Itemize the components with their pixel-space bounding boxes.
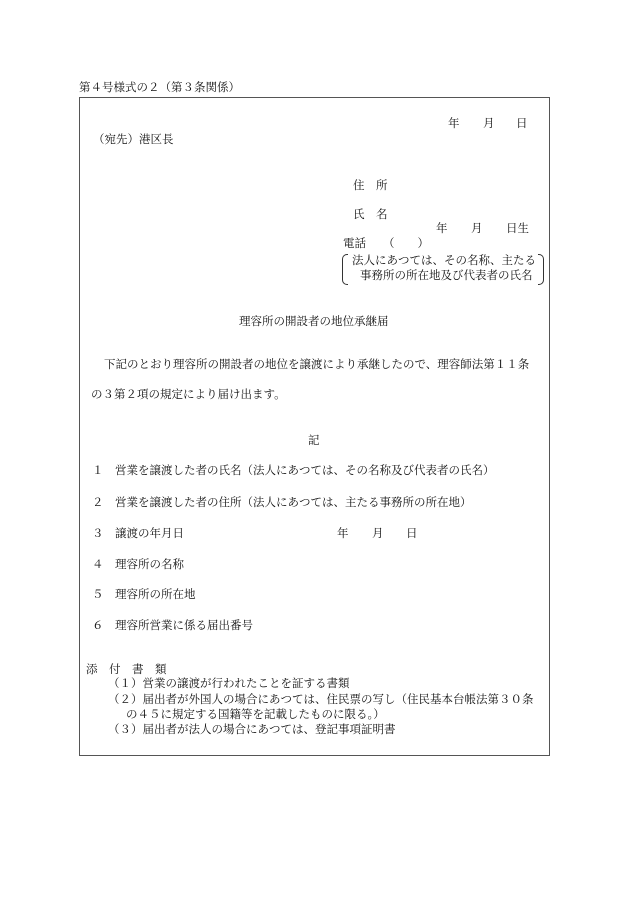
address-label: 住 所 [353, 178, 388, 192]
corporate-note-line1: 法人にあつては、その名称、主たる [352, 253, 536, 267]
corporate-note-line2: 事務所の所在地及び代表者の氏名 [360, 268, 533, 282]
birth-day: 日生 [506, 221, 529, 235]
body-line-1: 下記のとおり理容所の開設者の地位を譲渡により承継したので、理容師法第１１条 [104, 357, 530, 371]
birth-month: 月 [471, 221, 483, 235]
transfer-month: 月 [372, 526, 384, 540]
transfer-day: 日 [406, 526, 418, 540]
transfer-year: 年 [337, 526, 349, 540]
attachment-item-2-cont: の４５に規定する国籍等を記載したものに限る。） [126, 707, 385, 721]
attachment-item-1: （１）営業の譲渡が行われたことを証する書類 [108, 676, 350, 690]
date-month: 月 [483, 116, 495, 130]
phone-parens: （ ） [383, 236, 429, 250]
addressee: （宛先）港区長 [93, 132, 174, 146]
item-label: 理容所の所在地 [115, 587, 196, 601]
note-bracket-right [538, 254, 544, 285]
item-label: 営業を譲渡した者の住所（法人にあつては、主たる事務所の所在地） [115, 495, 472, 509]
phone-label: 電話 [343, 236, 366, 250]
item-number: １ [92, 463, 104, 477]
item-number: ６ [92, 618, 104, 632]
item-label: 譲渡の年月日 [115, 526, 184, 540]
form-frame [79, 97, 550, 756]
attachment-item-3: （３）届出者が法人の場合にあつては、登記事項証明書 [108, 722, 396, 736]
form-number: 第４号様式の２（第３条関係） [79, 80, 240, 94]
item-label: 理容所営業に係る届出番号 [115, 618, 253, 632]
attachment-item-2: （２）届出者が外国人の場合にあつては、住民票の写し（住民基本台帳法第３０条 [108, 692, 534, 706]
item-label: 理容所の名称 [115, 557, 184, 571]
ki-heading: 記 [308, 433, 320, 447]
item-number: ４ [92, 557, 104, 571]
item-number: ３ [92, 526, 104, 540]
body-line-2: の３第２項の規定により届け出ます。 [91, 387, 286, 401]
attachments-heading: 添 付 書 類 [86, 662, 167, 676]
birth-year: 年 [436, 221, 448, 235]
item-label: 営業を譲渡した者の氏名（法人にあつては、その名称及び代表者の氏名） [115, 463, 495, 477]
date-year: 年 [448, 116, 460, 130]
item-number: ５ [92, 587, 104, 601]
date-day: 日 [516, 116, 528, 130]
document-title: 理容所の開設者の地位承継届 [239, 314, 389, 328]
note-bracket-left [342, 254, 348, 285]
name-label: 氏 名 [353, 207, 388, 221]
item-number: ２ [92, 495, 104, 509]
